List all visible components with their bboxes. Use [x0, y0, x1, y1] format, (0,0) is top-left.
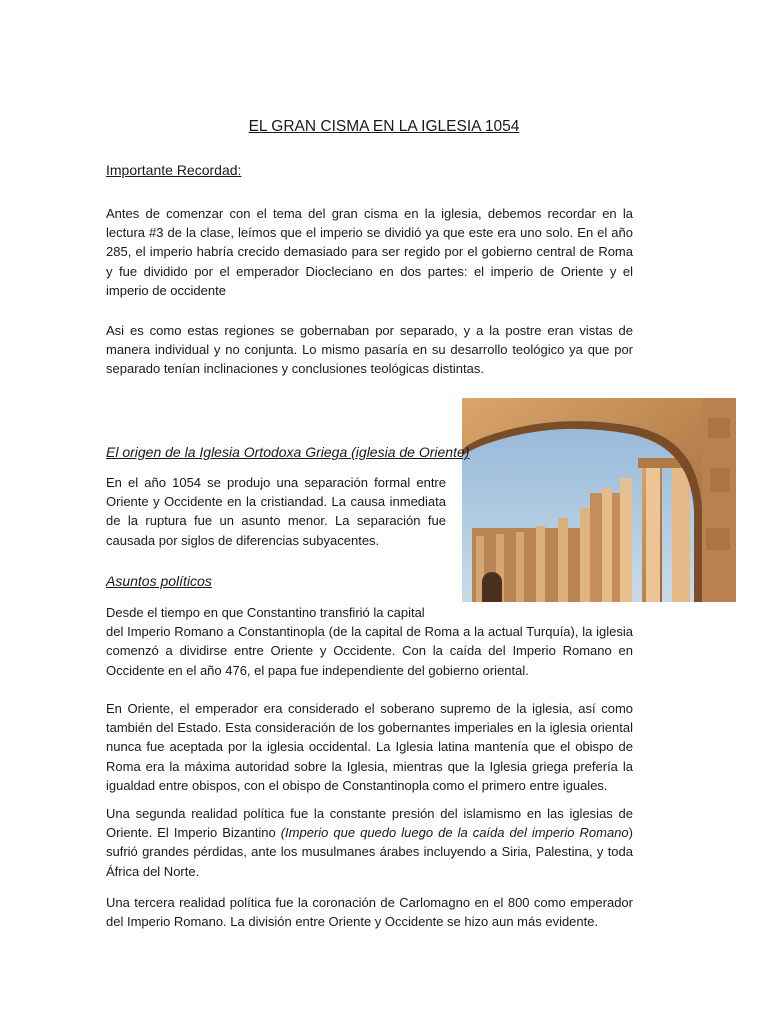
- paragraph-regiones: Asi es como estas regiones se gobernaban por separado, y a la postre eran vistas de manera individual y no conjunta. Lo mismo pasaría en su desarrollo teológico ya que por separado tenían inclinaciones y conclusiones teológicas distintas.: [106, 323, 633, 377]
- roman-ruins-photo: [462, 398, 736, 602]
- paragraph-islamismo-end: ) sufrió grandes pérdidas, ante los musulmanes árabes incluyendo a Siria, Palestina, y toda África del Norte.: [106, 825, 634, 879]
- paragraph-intro: Antes de comenzar con el tema del gran cisma en la iglesia, debemos recordar en la lectura #3 de la clase, leímos que el imperio se dividió ya que este era uno solo. En el año 285, el imperio habría crecido demasiado para ser regido por el gobierno central de Roma y fue dividido por el emperador Diocleciano en dos partes: el imperio de Oriente y el imperio de occidente: [106, 206, 633, 298]
- paragraph-islamismo-italic: (Imperio que quedo luego de la caída del imperio Romano: [280, 825, 629, 841]
- paragraph-constantino: [106, 603, 633, 680]
- section-heading-recordad: Importante Recordad:: [106, 162, 242, 178]
- paragraph-constantino-rest: del Imperio Romano a Constantinopla (de la capital de Roma a la actual Turquía), la iglesia comenzó a dividirse entre Oriente y Occidente. Con la caída del Imperio Romano en Occidente en el año 476, el papa fue independiente del gobierno oriental.: [106, 624, 633, 678]
- paragraph-carlomagno: Una tercera realidad política fue la coronación de Carlomagno en el 800 como emperador del Imperio Romano. La división entre Oriente y Occidente se hizo aun más evidente.: [106, 895, 633, 930]
- paragraph-constantino-line1: Desde el tiempo en que Constantino transfirió la capital: [106, 605, 425, 620]
- paragraph-oriente-emperador: En Oriente, el emperador era considerado el soberano supremo de la iglesia, así como también del Estado. Esta consideración de los gobernantes imperiales en la iglesia oriental nunca fue aceptada por la iglesia occidental. La Iglesia latina mantenía que el obispo de Roma era la máxima autoridad sobre la Iglesia, mientras que la Iglesia griega prefería la igualdad entre obispos, con el obispo de Constantinopla como el primero entre iguales.: [106, 701, 633, 793]
- section-heading-asuntos-politicos: Asuntos políticos: [106, 573, 212, 589]
- section-heading-origen: El origen de la Iglesia Ortodoxa Griega (iglesia de Oriente): [106, 444, 470, 460]
- paragraph-1054: En el año 1054 se produjo una separación formal entre Oriente y Occidente en la cristiandad. La causa inmediata de la ruptura fue un asunto menor. La separación fue causada por siglos de diferencias subyacentes.: [106, 475, 446, 548]
- paragraph-islamismo: [106, 804, 633, 881]
- document-title: EL GRAN CISMA EN LA IGLESIA 1054: [248, 118, 520, 135]
- paragraph-islamismo-start: Una segunda realidad política fue la constante presión del islamismo en las iglesias de Oriente. El Imperio Bizantino: [106, 806, 633, 841]
